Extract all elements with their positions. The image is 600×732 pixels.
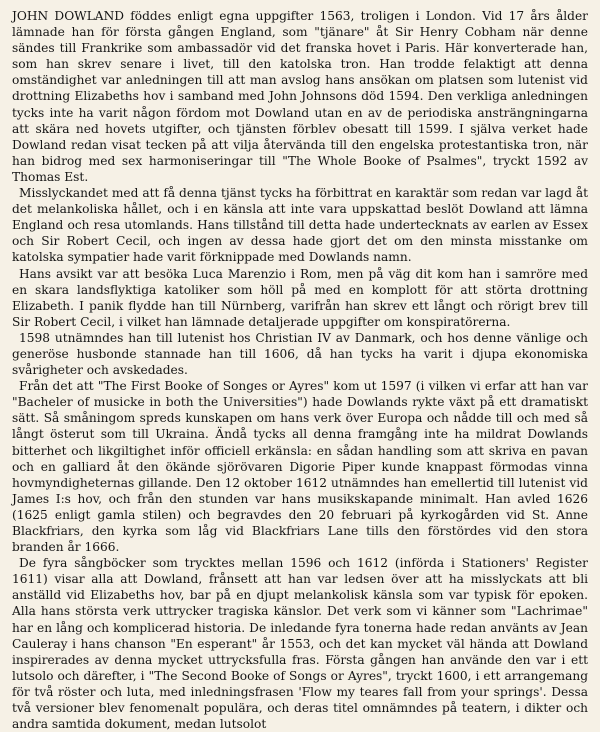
document-page xyxy=(12,8,588,732)
paragraph-songbooks: De fyra sångböcker som trycktes mellan 1596 och 1612 (införda i Stationers' Register 1611) visar alla att Dowland, frånsett att han var ledsen över att ha misslyckats att bli anställd vid Elizabeths hov, bar på en djupt melankolisk känsla som var typisk för epoken. Alla hans största verk uttrycker tragiska känslor. Det verk som vi känner som "Lachrimae" har en lång och komplicerad historia. De inledande fyra tonerna hade redan använts av Jean Cauleray i hans chanson "En esperant" år 1553, och det kan mycket väl hända att Dowland inspirerades av denna mycket uttrycksfulla fras. Första gången han använde den var i ett lutsolo och därefter, i "The Second Booke of Songs or Ayres", tryckt 1600, i ett arrangemang för två röster och luta, med inledningsfrasen 'Flow my teares fall from your springs'. Dessa två versioner blev fenomenalt populära, och deras titel omnämndes på teatern, i dikter och andra samtida dokument, medan lutsolot xyxy=(12,556,588,732)
paragraph-intro: JOHN DOWLAND föddes enligt egna uppgifter 1563, troligen i London. Vid 17 års ålder lämnade han för första gången England, som "tjänare" åt Sir Henry Cobham när denne sändes till Frankrike som ambassadör vid det franska hovet i Paris. Här konverterade han, som han skrev senare i livet, till den katolska tron. Han trodde felaktigt att denna omständighet var anledningen till att man avslog hans ansökan om platsen som lutenist vid drottning Elizabeths hov i samband med John Johnsons död 1594. Den verkliga anledningen tycks inte ha varit någon fördom mot Dowland utan en av de periodiska ansträngningarna att skära ned hovets utgifter, och tjänsten förblev obesatt till 1599. I själva verket hade Dowland redan visat tecken på att vilja återvända till den engelska protestantiska tron, när han bidrog med sex harmoniseringar till "The Whole Booke of Psalmes", tryckt 1592 av Thomas Est. xyxy=(12,9,588,184)
paragraph-misfortune: Misslyckandet med att få denna tjänst tycks ha förbittrat en karaktär som redan var lagd åt det melankoliska hållet, och i en känsla att inte vara uppskattad beslöt Dowland att lämna England och resa utomlands. Hans tillstånd till detta hade undertecknats av earlen av Essex och Sir Robert Cecil, och ingen av dessa hade gjort det om den minsta misstanke om katolska sympatier hade varit förknippade med Dowlands namn. xyxy=(12,186,588,265)
paragraph-fame: Från det att "The First Booke of Songes or Ayres" kom ut 1597 (i vilken vi erfar att han var "Bacheler of musicke in both the Universities") hade Dowlands rykte växt på ett dramatiskt sätt. Så småningom spreds kunskapen om hans verk över Europa och nådde till och med så långt österut som till Ukraina. Ändå tycks all denna framgång inte ha mildrat Dowlands bitterhet och likgiltighet inför officiell erkänsla: en sådan handling som att skriva en pavan och en galliard åt den ökände sjörövaren Digorie Piper kunde knappast förmodas vinna hovmyndigheternas gillande. Den 12 oktober 1612 utnämndes han emellertid till lutenist vid James I:s hov, och från den stunden var hans musikskapande minimalt. Han avled 1626 (1625 enligt gamla stilen) och begravdes den 20 februari på kyrkogården vid St. Anne Blackfriars, den kyrka som låg vid Blackfriars Lane tills den förstördes vid den stora branden år 1666. xyxy=(12,379,588,555)
paragraph-rome-journey: Hans avsikt var att besöka Luca Marenzio i Rom, men på väg dit kom han i samröre med en skara landsflyktiga katoliker som höll på med en komplott för att störta drottning Elizabeth. I panik flydde han till Nürnberg, varifrån han skrev ett långt och rörigt brev till Sir Robert Cecil, i vilket han lämnade detaljerade uppgifter om konspiratörerna. xyxy=(12,266,588,329)
paragraph-denmark: 1598 utnämndes han till lutenist hos Christian IV av Danmark, och hos denne vänlige och generöse husbonde stannade han till 1606, då han tycks ha varit i djupa ekonomiska svårigheter och avskedades. xyxy=(12,330,588,378)
